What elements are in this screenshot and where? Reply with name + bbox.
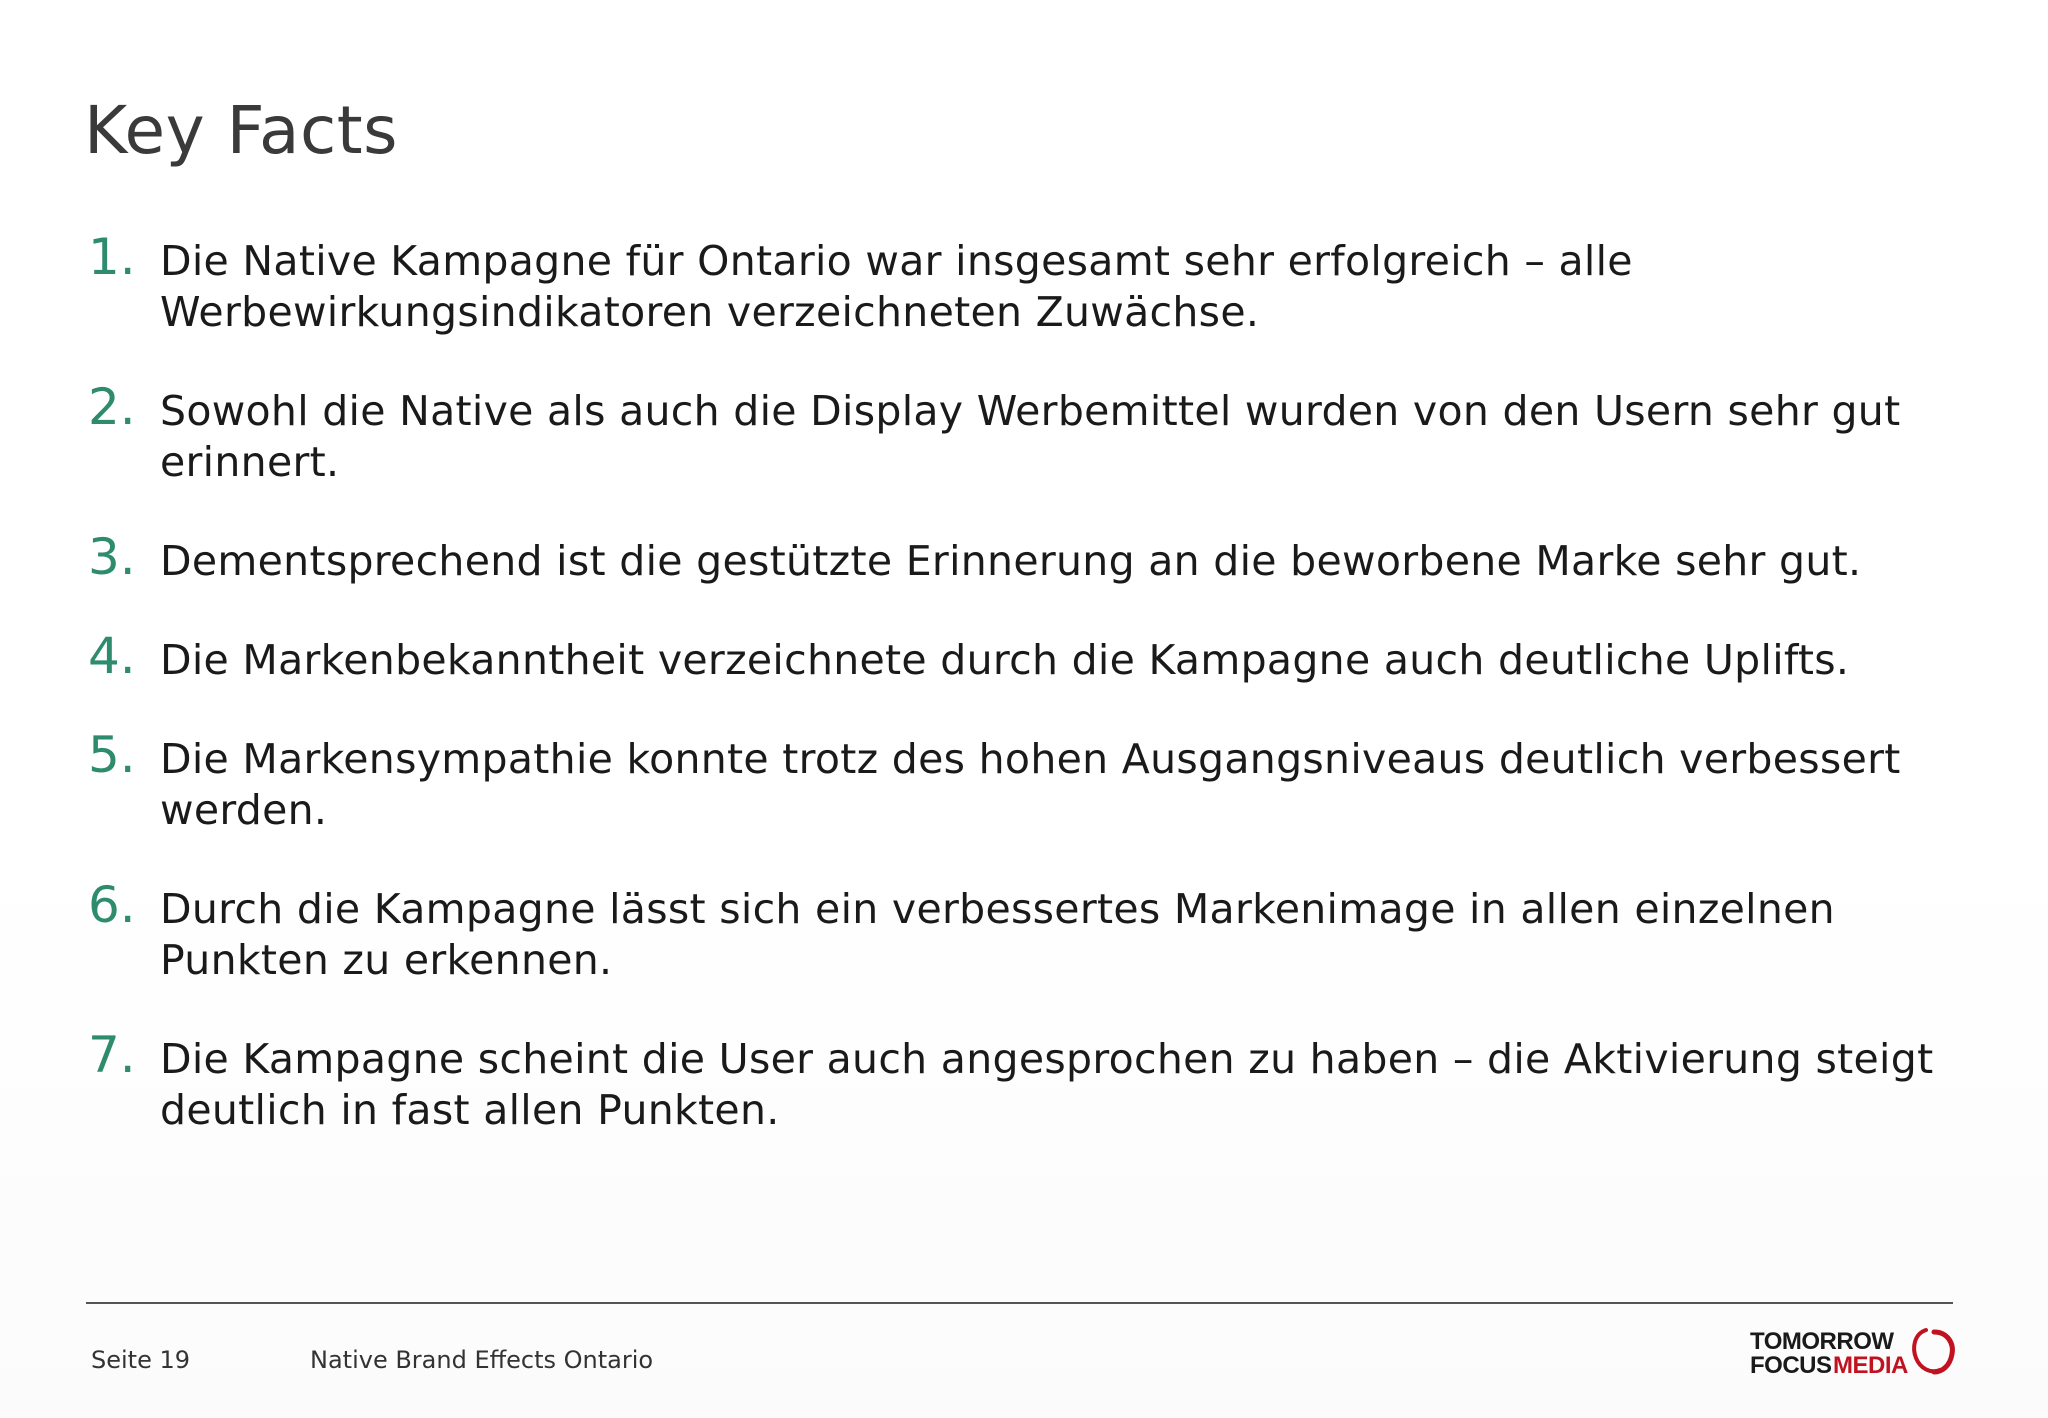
page-title: Key Facts xyxy=(84,92,399,169)
list-item xyxy=(88,228,2008,338)
list-text: Durch die Kampagne lässt sich ein verbessertes Markenimage in allen einzelnen Punkten zu erkennen. xyxy=(160,885,1835,984)
list-number: 3. xyxy=(88,528,136,586)
list-item xyxy=(88,876,2008,986)
list-text: Die Native Kampagne für Ontario war insgesamt sehr erfolgreich – alle Werbewirkungsindikatoren verzeichneten Zuwächse. xyxy=(160,237,1633,336)
logo-ring-icon xyxy=(1908,1326,1958,1376)
list-number: 4. xyxy=(88,627,136,685)
list-item xyxy=(88,528,2008,587)
list-item xyxy=(88,378,2008,488)
list-number: 2. xyxy=(88,378,136,436)
footer-divider xyxy=(86,1302,1953,1304)
key-facts-list xyxy=(88,228,2008,1184)
page-number: Seite 19 xyxy=(91,1346,191,1374)
list-item xyxy=(88,1026,2008,1136)
list-text: Die Markensympathie konnte trotz des hohen Ausgangsniveaus deutlich verbessert werden. xyxy=(160,735,1901,834)
logo-line1: TOMORROW xyxy=(1750,1328,1894,1355)
list-number: 1. xyxy=(88,228,136,286)
list-item xyxy=(88,726,2008,836)
list-text: Die Markenbekanntheit verzeichnete durch die Kampagne auch deutliche Uplifts. xyxy=(160,636,1850,684)
list-text: Sowohl die Native als auch die Display Werbemittel wurden von den Usern sehr gut erinnert. xyxy=(160,387,1901,486)
list-number: 5. xyxy=(88,726,136,784)
tomorrow-focus-media-logo xyxy=(1750,1326,1960,1386)
list-number: 6. xyxy=(88,876,136,934)
list-item xyxy=(88,627,2008,686)
logo-line2: FOCUS MEDIA xyxy=(1750,1352,1908,1379)
list-text: Die Kampagne scheint die User auch angesprochen zu haben – die Aktivierung steigt deutlich in fast allen Punkten. xyxy=(160,1035,1934,1134)
logo-wordmark xyxy=(1750,1330,1908,1378)
list-number: 7. xyxy=(88,1026,136,1084)
list-text: Dementsprechend ist die gestützte Erinnerung an die beworbene Marke sehr gut. xyxy=(160,537,1862,585)
footer-title: Native Brand Effects Ontario xyxy=(310,1346,654,1374)
